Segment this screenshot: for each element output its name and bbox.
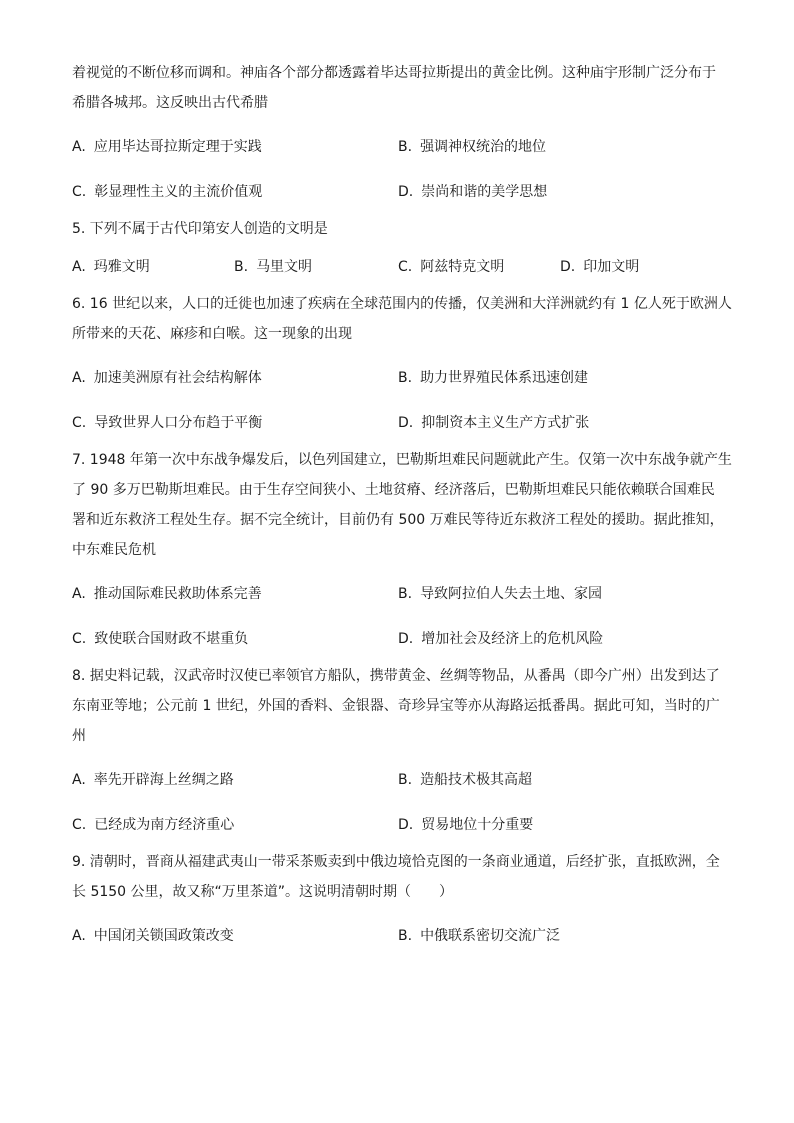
question-5-stem — [72, 214, 722, 244]
option-c: C. 阿兹特克文明 — [398, 259, 505, 275]
question-5-options — [72, 244, 722, 289]
question-7-options-row-1 — [72, 571, 722, 616]
option-d: D. 增加社会及经济上的危机风险 — [398, 631, 604, 647]
stem-line: 6. 16 世纪以来，人口的迁徙也加速了疾病在全球范围内的传播，仅美洲和大洋洲就约有 1 亿人死于欧洲人 — [72, 296, 732, 312]
option-a: A. 推动国际难民救助体系完善 — [72, 586, 262, 602]
question-7-stem — [72, 445, 732, 565]
question-9-stem — [72, 847, 722, 907]
stem-line: 着视觉的不断位移而调和。神庙各个部分都透露着毕达哥拉斯提出的黄金比例。这种庙宇形制广泛分布于 — [72, 65, 716, 81]
option-d: D. 崇尚和谐的美学思想 — [398, 184, 548, 200]
option-a: A. 中国闭关锁国政策改变 — [72, 928, 234, 944]
stem-line: 州 — [72, 728, 86, 744]
stem-line: 署和近东救济工程处生存。据不完全统计，目前仍有 500 万难民等待近东救济工程处的援助。据此推知， — [72, 512, 724, 528]
question-4-options-row-1 — [72, 124, 722, 169]
question-6-options-row-2 — [72, 400, 722, 445]
question-9-options-row-1 — [72, 913, 722, 958]
option-d: D. 抑制资本主义生产方式扩张 — [398, 415, 590, 431]
option-b: B. 马里文明 — [234, 259, 313, 275]
option-b: B. 强调神权统治的地位 — [398, 139, 547, 155]
option-a: A. 玛雅文明 — [72, 259, 150, 275]
question-6-options-row-1 — [72, 355, 722, 400]
question-4-options-row-2 — [72, 169, 722, 214]
stem-line: 长 5150 公里，故又称“万里茶道”。这说明清朝时期（ ） — [72, 884, 454, 900]
stem-line: 希腊各城邦。这反映出古代希腊 — [72, 95, 268, 111]
option-b: B. 造船技术极其高超 — [398, 772, 533, 788]
question-7-options-row-2 — [72, 616, 722, 661]
stem-line: 9. 清朝时，晋商从福建武夷山一带采茶贩卖到中俄边境恰克图的一条商业通道，后经扩张，直抵欧洲，全 — [72, 854, 720, 870]
option-a: A. 应用毕达哥拉斯定理于实践 — [72, 139, 262, 155]
stem-line: 了 90 多万巴勒斯坦难民。由于生存空间狭小、土地贫瘠、经济落后，巴勒斯坦难民只能依赖联合国难民 — [72, 482, 715, 498]
option-b: B. 导致阿拉伯人失去土地、家园 — [398, 586, 603, 602]
question-8-stem — [72, 661, 722, 751]
question-4-stem — [72, 58, 722, 118]
option-a: A. 率先开辟海上丝绸之路 — [72, 772, 234, 788]
option-a: A. 加速美洲原有社会结构解体 — [72, 370, 262, 386]
stem-line: 中东难民危机 — [72, 542, 156, 558]
stem-line: 东南亚等地；公元前 1 世纪，外国的香料、金银器、奇珍异宝等亦从海路运抵番禺。据此可知，当时的广 — [72, 698, 720, 714]
stem-line: 所带来的天花、麻疹和白喉。这一现象的出现 — [72, 326, 352, 342]
option-d: D. 印加文明 — [560, 259, 640, 275]
question-8-options-row-1 — [72, 757, 722, 802]
option-c: C. 致使联合国财政不堪重负 — [72, 631, 249, 647]
exam-page — [72, 58, 732, 958]
question-6-stem — [72, 289, 732, 349]
stem-line: 8. 据史料记载，汉武帝时汉使已率领官方船队，携带黄金、丝绸等物品，从番禺（即今广州）出发到达了 — [72, 668, 720, 684]
option-c: C. 导致世界人口分布趋于平衡 — [72, 415, 263, 431]
question-8-options-row-2 — [72, 802, 722, 847]
option-d: D. 贸易地位十分重要 — [398, 817, 534, 833]
stem-line: 5. 下列不属于古代印第安人创造的文明是 — [72, 221, 328, 237]
option-b: B. 中俄联系密切交流广泛 — [398, 928, 561, 944]
stem-line: 7. 1948 年第一次中东战争爆发后，以色列国建立，巴勒斯坦难民问题就此产生。仅第一次中东战争就产生 — [72, 452, 732, 468]
option-b: B. 助力世界殖民体系迅速创建 — [398, 370, 589, 386]
option-c: C. 彰显理性主义的主流价值观 — [72, 184, 263, 200]
option-c: C. 已经成为南方经济重心 — [72, 817, 235, 833]
